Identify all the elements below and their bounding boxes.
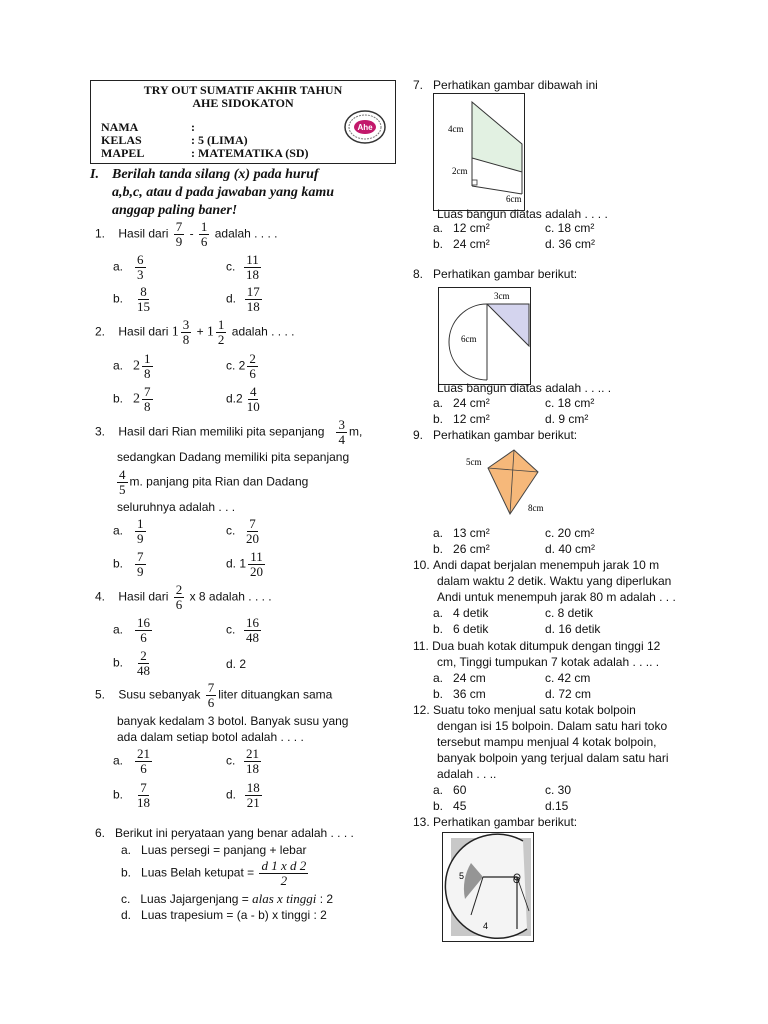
q1-option-b[interactable]: b. $\frac{8}{15}$ — [113, 284, 151, 314]
section-instruction-1: Berilah tanda silang (x) pada huruf — [112, 167, 319, 182]
q4-option-b[interactable]: b. $\frac{2}{48}$ — [113, 648, 151, 678]
question-9: 9. Perhatikan gambar berikut: — [413, 428, 578, 442]
mapel-label: MAPEL — [101, 146, 145, 160]
question-5-line-1: 5. Susu sebanyak $\frac{7}{6}$ liter dituangkan sama — [95, 680, 333, 710]
nama-value: : — [191, 120, 195, 134]
q5-option-a[interactable]: a. $\frac{21}{6}$ — [113, 746, 151, 776]
q3-option-c[interactable]: c. $\frac{7}{20}$ — [226, 516, 260, 546]
q6-option-c[interactable]: c. Luas Jajargenjang = alas x tinggi : 2 — [121, 891, 334, 906]
section-instruction-2: a,b,c, atau d pada jawaban yang kamu — [112, 185, 335, 200]
q3-option-d[interactable]: d. 1 $\frac{11}{20}$ — [226, 549, 264, 579]
section-number: I. — [90, 167, 99, 182]
question-3-line-4: seluruhnya adalah . . . — [117, 500, 236, 514]
nama-label: NAMA — [101, 120, 139, 134]
q1-option-c[interactable]: c. $\frac{11}{18}$ — [226, 252, 260, 282]
q7-ask: Luas bangun diatas adalah . . . . — [437, 207, 608, 221]
q13-figure — [442, 832, 534, 942]
question-4: 4. Hasil dari $\frac{2}{6}$ x 8 adalah . . . . — [95, 582, 272, 612]
q10-option-b[interactable]: b. 6 detik — [433, 622, 489, 636]
question-3-line-1: 3. Hasil dari Rian memiliki pita sepanjang $\frac{3}{4}$ m, — [95, 417, 363, 447]
logo-text: Ahe — [357, 123, 373, 132]
question-12-line-1: 12. Suatu toko menjual satu kotak bolpoin — [413, 703, 636, 717]
q11-option-d[interactable]: d. 72 cm — [545, 687, 592, 701]
header-box — [90, 80, 396, 164]
question-5-line-3: ada dalam setiap botol adalah . . . . — [117, 730, 304, 744]
q7-option-c[interactable]: c. 18 cm² — [545, 221, 595, 235]
fraction: $\frac{7}{9}$ — [175, 219, 183, 249]
question-8: 8. Perhatikan gambar berikut: — [413, 267, 578, 281]
q8-ask: Luas bangun diatas adalah . . .. . — [437, 381, 612, 395]
question-5-line-2: banyak kedalam 3 botol. Banyak susu yang — [117, 714, 349, 728]
q13-label-o: O — [513, 875, 521, 885]
q5-option-d[interactable]: d. $\frac{18}{21}$ — [226, 780, 260, 810]
q8-option-c[interactable]: c. 18 cm² — [545, 396, 595, 410]
q11-option-a[interactable]: a. 24 cm — [433, 671, 486, 685]
q9-option-d[interactable]: d. 40 cm² — [545, 542, 596, 556]
q8-label-6cm: 6cm — [461, 334, 477, 344]
q7-label-2cm: 2cm — [452, 166, 468, 176]
q9-label-8cm: 8cm — [528, 503, 544, 513]
fraction: $\frac{1}{6}$ — [200, 219, 208, 249]
q1-option-d[interactable]: d. $\frac{17}{18}$ — [226, 284, 260, 314]
q7-label-4cm: 4cm — [448, 124, 464, 134]
q12-option-c[interactable]: c. 30 — [545, 783, 572, 797]
q9-option-c[interactable]: c. 20 cm² — [545, 526, 595, 540]
q13-label-4: 4 — [483, 921, 489, 931]
q4-option-c[interactable]: c. $\frac{16}{48}$ — [226, 615, 260, 645]
q1-option-a[interactable]: a. $\frac{6}{3}$ — [113, 252, 144, 282]
q9-option-b[interactable]: b. 26 cm² — [433, 542, 490, 556]
q7-option-d[interactable]: d. 36 cm² — [545, 237, 596, 251]
q9-kite-figure — [460, 448, 550, 518]
question-12-line-3: tersebut mampu menjual 4 kotak bolpoin, — [437, 735, 657, 749]
q4-option-a[interactable]: a. $\frac{16}{6}$ — [113, 615, 151, 645]
q6-option-d[interactable]: d. Luas trapesium = (a - b) x tinggi : 2 — [121, 908, 327, 922]
q7-option-b[interactable]: b. 24 cm² — [433, 237, 490, 251]
mapel-value: : MATEMATIKA (SD) — [191, 146, 309, 160]
q2-option-d[interactable]: d.2 $\frac{4}{10}$ — [226, 384, 260, 414]
q8-option-a[interactable]: a. 24 cm² — [433, 396, 490, 410]
q4-option-d[interactable]: d. 2 — [226, 657, 247, 671]
school-logo — [343, 109, 387, 145]
question-2: 2. Hasil dari 1 $\frac{3}{8}$ + 1 $\frac{1}{2}$ adalah . . . . — [95, 317, 295, 347]
q12-option-a[interactable]: a. 60 — [433, 783, 467, 797]
q11-option-b[interactable]: b. 36 cm — [433, 687, 486, 701]
q7-figure — [433, 93, 525, 211]
q3-option-b[interactable]: b. $\frac{7}{9}$ — [113, 549, 144, 579]
q7-label-6cm: 6cm — [506, 194, 522, 204]
q8-option-d[interactable]: d. 9 cm² — [545, 412, 589, 426]
q6-option-a[interactable]: a. Luas persegi = panjang + lebar — [121, 843, 307, 857]
q2-option-a[interactable]: a. 2 $\frac{1}{8}$ — [113, 351, 151, 381]
q7-option-a[interactable]: a. 12 cm² — [433, 221, 490, 235]
question-11-line-1: 11. Dua buah kotak ditumpuk dengan tinggi 12 — [413, 639, 661, 653]
question-12-line-5: adalah . . .. — [437, 767, 497, 781]
q12-option-d[interactable]: d.15 — [545, 799, 569, 813]
q10-option-a[interactable]: a. 4 detik — [433, 606, 489, 620]
question-13: 13. Perhatikan gambar berikut: — [413, 815, 578, 829]
question-12-line-4: banyak bolpoin yang terjual dalam satu hari — [437, 751, 669, 765]
question-6: 6. Berikut ini peryataan yang benar adalah . . . . — [95, 826, 354, 840]
q13-label-5: 5 — [459, 871, 465, 881]
question-11-line-2: cm, Tinggi tumpukan 7 kotak adalah . . .. . — [437, 655, 660, 669]
q12-option-b[interactable]: b. 45 — [433, 799, 467, 813]
q8-label-3cm: 3cm — [494, 291, 510, 301]
q5-option-b[interactable]: b. $\frac{7}{18}$ — [113, 780, 151, 810]
section-instruction-3: anggap paling baner! — [112, 203, 238, 218]
question-3-line-2: sedangkan Dadang memiliki pita sepanjang — [117, 450, 350, 464]
question-3-line-3: $\frac{4}{5}$ m. panjang pita Rian dan Dadang — [119, 467, 309, 497]
q5-option-c[interactable]: c. $\frac{21}{18}$ — [226, 746, 260, 776]
kelas-label: KELAS — [101, 133, 142, 147]
question-10-line-3: Andi untuk menempuh jarak 80 m adalah . . . — [437, 590, 676, 604]
question-12-line-2: dengan isi 15 bolpoin. Dalam satu hari toko — [437, 719, 668, 733]
question-1: 1. Hasil dari $\frac{7}{9}$ - $\frac{1}{6}$ adalah . . . . — [95, 219, 278, 249]
q8-figure — [438, 287, 531, 385]
header-title: TRY OUT SUMATIF AKHIR TAHUN — [143, 83, 343, 97]
q10-option-c[interactable]: c. 8 detik — [545, 606, 594, 620]
question-10-line-2: dalam waktu 2 detik. Waktu yang diperlukan — [437, 574, 672, 588]
kelas-value: : 5 (LIMA) — [191, 133, 248, 147]
q2-option-c[interactable]: c. 2 $\frac{2}{6}$ — [226, 351, 256, 381]
question-7: 7. Perhatikan gambar dibawah ini — [413, 78, 598, 92]
q9-label-5cm: 5cm — [466, 457, 482, 467]
q11-option-c[interactable]: c. 42 cm — [545, 671, 591, 685]
q2-option-b[interactable]: b. 2 $\frac{7}{8}$ — [113, 384, 151, 414]
q8-option-b[interactable]: b. 12 cm² — [433, 412, 490, 426]
q10-option-d[interactable]: d. 16 detik — [545, 622, 601, 636]
header-subtitle: AHE SIDOKATON — [192, 96, 294, 110]
q6-option-b[interactable]: b. Luas Belah ketupat = $\frac{\text{d 1 x d 2}}{2}$ — [121, 858, 307, 888]
question-10-line-1: 10. Andi dapat berjalan menempuh jarak 10 m — [413, 558, 660, 572]
q9-option-a[interactable]: a. 13 cm² — [433, 526, 490, 540]
q3-option-a[interactable]: a. $\frac{1}{9}$ — [113, 516, 144, 546]
